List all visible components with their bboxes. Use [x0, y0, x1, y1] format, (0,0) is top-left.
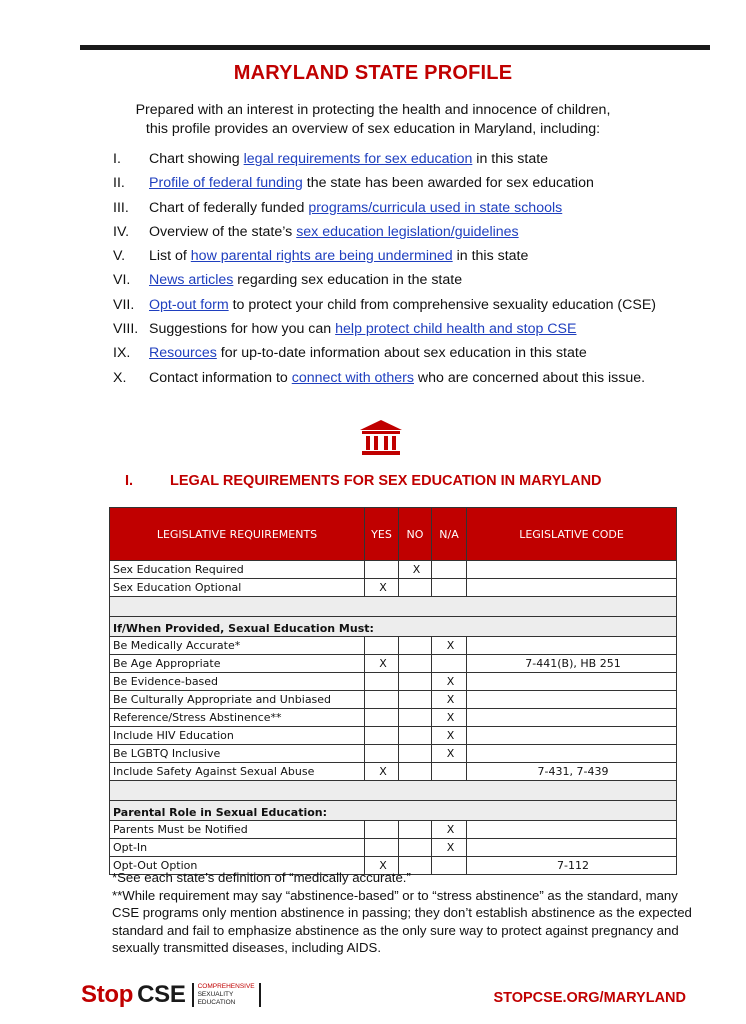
group-heading-row [110, 617, 677, 637]
requirement-cell: Opt-In [110, 839, 365, 857]
toc-item [113, 344, 713, 368]
toc-number: X. [113, 369, 127, 386]
table-row [110, 637, 677, 655]
na-cell [432, 655, 467, 673]
na-cell: X [432, 673, 467, 691]
toc-number: IV. [113, 223, 130, 240]
yes-cell [365, 637, 399, 655]
requirement-cell: Reference/Stress Abstinence** [110, 709, 365, 727]
logo-sub-1: COMPREHENSIVE [197, 983, 255, 990]
table-row [110, 691, 677, 709]
na-cell: X [432, 745, 467, 763]
code-cell [467, 839, 677, 857]
contents-list [113, 150, 713, 393]
toc-number: I. [113, 151, 121, 167]
code-cell [467, 709, 677, 727]
toc-text-post: in this state [452, 248, 529, 265]
legal-requirements-table [109, 507, 677, 875]
page-title: MARYLAND STATE PROFILE [233, 62, 513, 84]
requirement-cell: Parents Must be Notified [110, 821, 365, 839]
na-cell: X [432, 709, 467, 727]
no-cell [399, 673, 432, 691]
toc-link[interactable]: sex education legislation/guidelines [296, 223, 519, 240]
spacer-row [110, 597, 677, 617]
toc-text [149, 296, 656, 320]
yes-cell [365, 691, 399, 709]
header-code: LEGISLATIVE CODE [467, 508, 677, 561]
code-cell [467, 637, 677, 655]
toc-link[interactable]: how parental rights are being undermined [190, 248, 453, 265]
na-cell: X [432, 637, 467, 655]
toc-text-post: the state has been awarded for sex education [302, 175, 594, 192]
code-cell [467, 821, 677, 839]
toc-number: V. [113, 248, 126, 265]
toc-text-post: regarding sex education in the state [233, 272, 463, 289]
logo-cse: CSE [137, 981, 186, 1008]
toc-item [113, 296, 713, 320]
toc-link[interactable]: connect with others [291, 369, 414, 386]
requirement-cell: Sex Education Required [110, 561, 365, 579]
intro-line-2: this profile provides an overview of sex education in Maryland, including: [145, 121, 601, 137]
yes-cell: X [365, 579, 399, 597]
toc-number: IX. [113, 345, 131, 362]
footnote-abstinence: **While requirement may say “abstinence-based” or to “stress abstinence” as the standard, many CSE programs only mention abstinence in passing; they don’t establish abstinence as the expected standard and fail to emphasize abstinence as the only sure way to protect against pregnancy and sexually transmitted diseases, including AIDS. [112, 887, 692, 955]
no-cell [399, 637, 432, 655]
toc-text-pre: Overview of the state’s [149, 223, 297, 240]
footnote-medically-accurate: *See each state’s definition of “medically accurate.” [112, 870, 411, 885]
no-cell: X [399, 561, 432, 579]
toc-link[interactable]: News articles [149, 272, 234, 289]
group-heading-row [110, 801, 677, 821]
table-row [110, 727, 677, 745]
logo-stop: Stop [81, 981, 134, 1008]
section-number: I. [125, 473, 134, 489]
requirement-cell: Be Culturally Appropriate and Unbiased [110, 691, 365, 709]
toc-number: VIII. [113, 321, 139, 338]
code-cell [467, 673, 677, 691]
logo-sub-2: SEXUALITY [197, 991, 234, 998]
logo-sub-3: EDUCATION [197, 999, 236, 1006]
table-row [110, 673, 677, 691]
toc-text-post: for up-to-date information about sex education in this state [216, 345, 587, 362]
toc-number: II. [113, 175, 125, 192]
toc-text-post: who are concerned about this issue. [413, 369, 646, 386]
code-cell [467, 691, 677, 709]
na-cell: X [432, 691, 467, 709]
no-cell [399, 691, 432, 709]
na-cell [432, 561, 467, 579]
toc-text-pre: Suggestions for how you can [149, 321, 336, 338]
footnotes [112, 869, 692, 957]
table-row [110, 745, 677, 763]
yes-cell: X [365, 763, 399, 781]
code-cell [467, 579, 677, 597]
toc-link[interactable]: legal requirements for sex education [243, 151, 473, 167]
table-row [110, 821, 677, 839]
spacer-cell [110, 597, 677, 617]
yes-cell [365, 727, 399, 745]
toc-text-pre: Chart of federally funded [149, 199, 309, 216]
table-row [110, 839, 677, 857]
table-row [110, 561, 677, 579]
table-header-row [110, 508, 677, 561]
spacer-cell [110, 781, 677, 801]
toc-link[interactable]: help protect child health and stop CSE [335, 321, 577, 338]
yes-cell [365, 821, 399, 839]
group-heading: If/When Provided, Sexual Education Must: [110, 617, 677, 637]
no-cell [399, 839, 432, 857]
toc-text [149, 369, 645, 393]
yes-cell [365, 561, 399, 579]
requirement-cell: Be LGBTQ Inclusive [110, 745, 365, 763]
header-na: N/A [432, 508, 467, 561]
requirement-cell: Be Evidence-based [110, 673, 365, 691]
toc-text [149, 150, 548, 174]
code-cell: 7-112 [467, 857, 677, 875]
code-cell: 7-431, 7-439 [467, 763, 677, 781]
toc-text [149, 271, 462, 295]
no-cell [399, 763, 432, 781]
footer-url-link[interactable]: STOPCSE.ORG/MARYLAND [493, 990, 686, 1006]
group-heading: Parental Role in Sexual Education: [110, 801, 677, 821]
toc-text-post: to protect your child from comprehensive sexuality education (CSE) [228, 296, 657, 313]
code-cell: 7-441(B), HB 251 [467, 655, 677, 673]
no-cell [399, 821, 432, 839]
yes-cell: X [365, 857, 399, 875]
toc-number: VII. [113, 296, 135, 313]
toc-text [149, 174, 594, 198]
toc-text [149, 223, 519, 247]
courthouse-icon [358, 418, 404, 458]
toc-item [113, 199, 713, 223]
toc-item [113, 271, 713, 295]
stop-cse-logo [81, 980, 261, 1010]
yes-cell: X [365, 655, 399, 673]
requirement-cell: Be Age Appropriate [110, 655, 365, 673]
code-cell [467, 727, 677, 745]
na-cell: X [432, 821, 467, 839]
requirement-cell: Be Medically Accurate* [110, 637, 365, 655]
yes-cell [365, 839, 399, 857]
table-row [110, 709, 677, 727]
top-rule [80, 45, 710, 50]
intro-line-1: Prepared with an interest in protecting the health and innocence of children, [135, 102, 611, 118]
intro-text [100, 101, 646, 139]
toc-link[interactable]: programs/curricula used in state schools [308, 199, 563, 216]
no-cell [399, 655, 432, 673]
toc-item [113, 150, 713, 174]
toc-text-pre: Chart showing [149, 151, 244, 167]
toc-text-pre: List of [149, 248, 191, 265]
code-cell [467, 745, 677, 763]
yes-cell [365, 745, 399, 763]
toc-item [113, 247, 713, 271]
header-requirements: LEGISLATIVE REQUIREMENTS [110, 508, 365, 561]
toc-text-pre: Contact information to [149, 369, 292, 386]
toc-number: III. [113, 199, 129, 216]
spacer-row [110, 781, 677, 801]
toc-number: VI. [113, 272, 131, 289]
toc-link[interactable]: Resources [149, 345, 217, 362]
header-no: NO [399, 508, 432, 561]
no-cell [399, 709, 432, 727]
toc-item [113, 320, 713, 344]
requirement-cell: Opt-Out Option [110, 857, 365, 875]
toc-text-post: in this state [472, 151, 549, 167]
na-cell: X [432, 727, 467, 745]
table-row [110, 655, 677, 673]
toc-item [113, 223, 713, 247]
toc-item [113, 174, 713, 198]
yes-cell [365, 709, 399, 727]
toc-text [149, 344, 587, 368]
code-cell [467, 561, 677, 579]
toc-link[interactable]: Profile of federal funding [149, 175, 303, 192]
requirement-cell: Include Safety Against Sexual Abuse [110, 763, 365, 781]
na-cell: X [432, 839, 467, 857]
toc-item [113, 369, 713, 393]
no-cell [399, 579, 432, 597]
table-row [110, 579, 677, 597]
no-cell [399, 727, 432, 745]
toc-text [149, 320, 576, 344]
toc-text [149, 247, 528, 271]
header-yes: YES [365, 508, 399, 561]
toc-text [149, 199, 562, 223]
na-cell [432, 763, 467, 781]
section-title: LEGAL REQUIREMENTS FOR SEX EDUCATION IN MARYLAND [170, 473, 602, 489]
requirement-cell: Sex Education Optional [110, 579, 365, 597]
table-row [110, 763, 677, 781]
requirement-cell: Include HIV Education [110, 727, 365, 745]
toc-link[interactable]: Opt-out form [149, 296, 229, 313]
yes-cell [365, 673, 399, 691]
na-cell [432, 579, 467, 597]
no-cell [399, 745, 432, 763]
